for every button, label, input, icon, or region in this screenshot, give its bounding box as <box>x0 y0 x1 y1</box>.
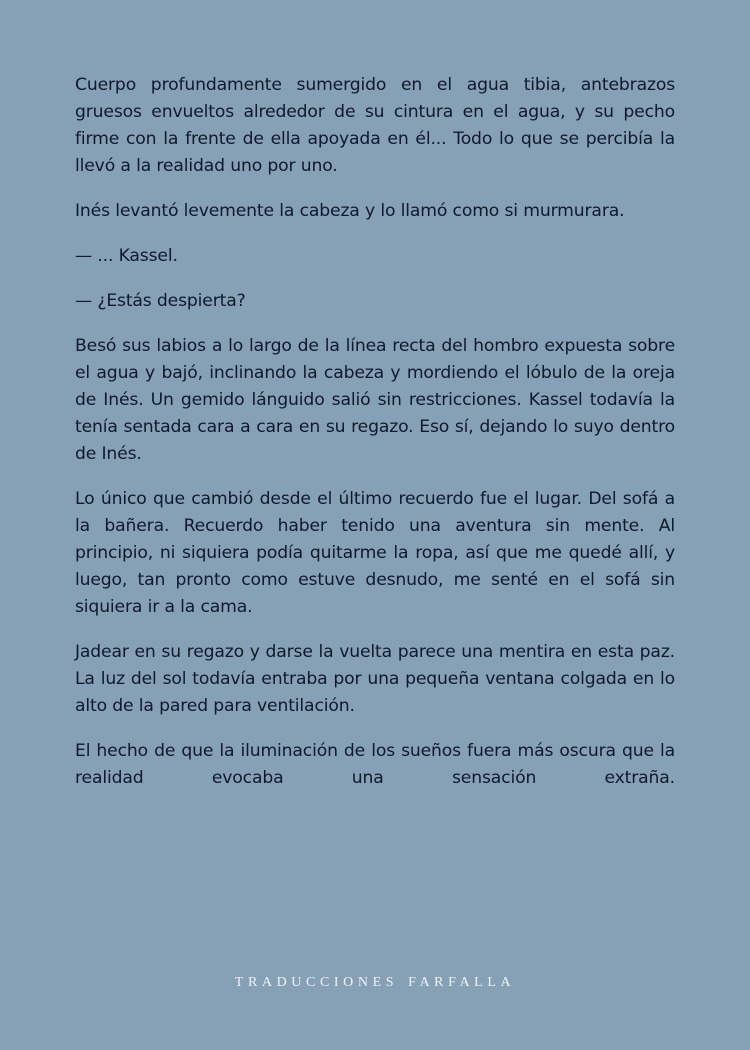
dialogue-line: — ¿Estás despierta? <box>75 291 246 311</box>
footer-word: FARFALLA <box>408 975 516 990</box>
paragraph: Inés levantó levemente la cabeza y lo llamó como si murmurara. <box>75 201 625 221</box>
paragraph: El hecho de que la iluminación de los sueños fuera más oscura que la realidad evocaba una sensación extraña. <box>75 741 675 788</box>
footer-word: TRADUCCIONES <box>234 975 399 990</box>
paragraph: Lo único que cambió desde el último recuerdo fue el lugar. Del sofá a la bañera. Recuerdo haber tenido una aventura sin mente. Al principio, ni siquiera podía quitarme la ropa, así que me quedé allí, y luego, tan pronto como estuve desnudo, me senté en el sofá sin siquiera ir a la cama. <box>75 489 675 617</box>
paragraph: Cuerpo profundamente sumergido en el agua tibia, antebrazos gruesos envueltos alrededor de su cintura en el agua, y su pecho firme con la frente de ella apoyada en él... Todo lo que se percibía la llevó a la realidad uno por uno. <box>75 75 675 176</box>
paragraph: Jadear en su regazo y darse la vuelta parece una mentira en esta paz. La luz del sol todavía entraba por una pequeña ventana colgada en lo alto de la pared para ventilación. <box>75 642 675 716</box>
footer-credit <box>0 975 750 991</box>
page-body <box>75 72 675 810</box>
paragraph: Besó sus labios a lo largo de la línea recta del hombro expuesta sobre el agua y bajó, inclinando la cabeza y mordiendo el lóbulo de la oreja de Inés. Un gemido lánguido salió sin restricciones. Kassel todavía la tenía sentada cara a cara en su regazo. Eso sí, dejando lo suyo dentro de Inés. <box>75 336 675 464</box>
dialogue-line: — ... Kassel. <box>75 246 178 266</box>
